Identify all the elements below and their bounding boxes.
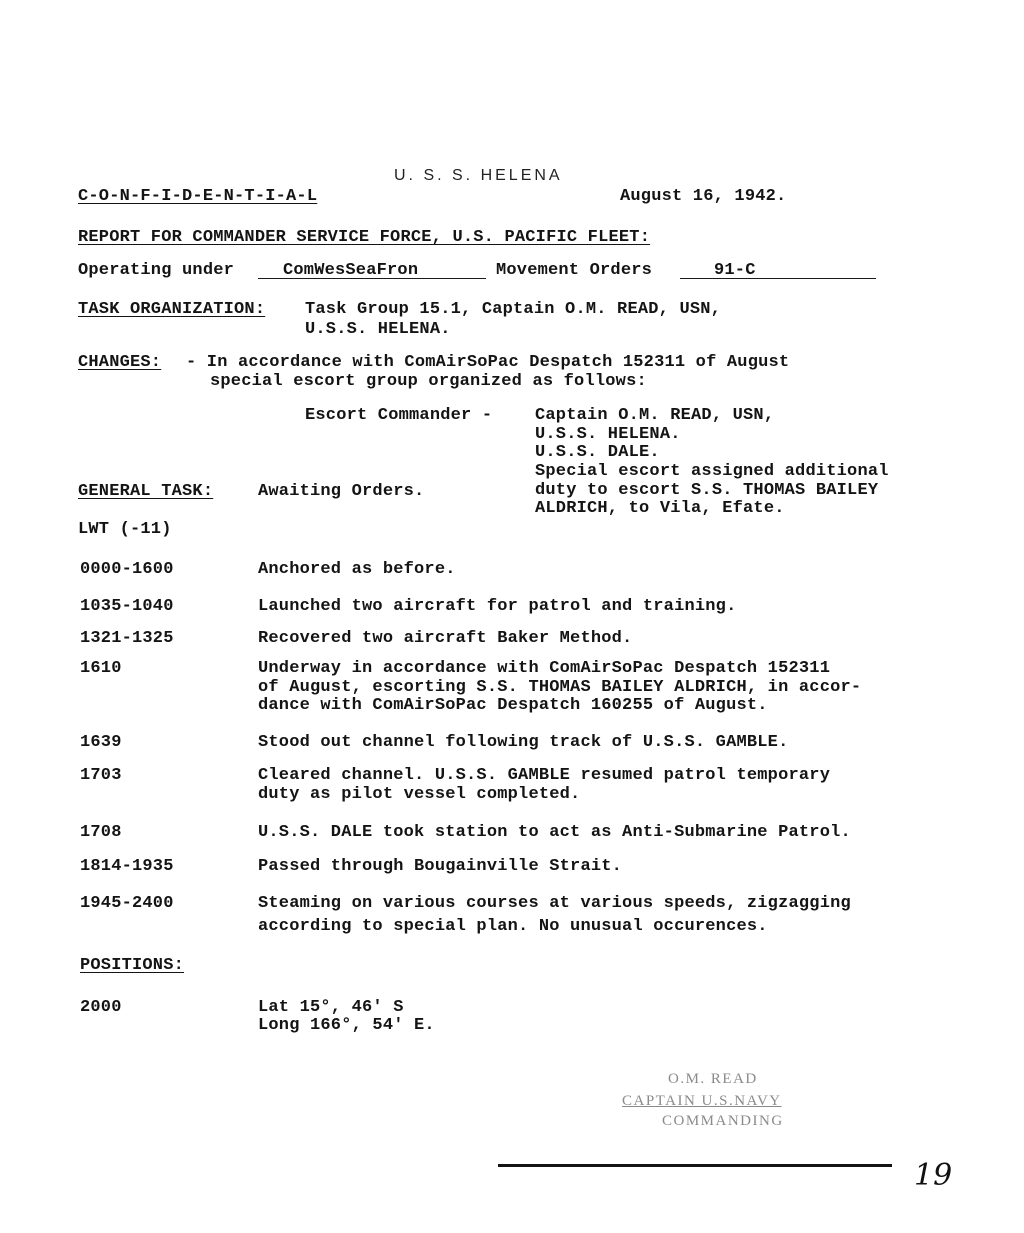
log-text: Stood out channel following track of U.S.S. GAMBLE. <box>258 733 789 752</box>
positions-time: 2000 <box>80 998 122 1017</box>
log-time: 1639 <box>80 733 122 752</box>
log-text: Anchored as before. <box>258 560 456 579</box>
log-time: 1035-1040 <box>80 597 174 616</box>
log-text: according to special plan. No unusual occurences. <box>258 917 768 936</box>
operating-authority: ComWesSeaFron <box>283 261 419 280</box>
log-text: Steaming on various courses at various speeds, zigzagging <box>258 894 851 913</box>
report-date: August 16, 1942. <box>620 187 787 206</box>
lwt-label: LWT (-11) <box>78 520 172 539</box>
task-organization-line1: Task Group 15.1, Captain O.M. READ, USN, <box>305 300 722 319</box>
operating-label: Operating under <box>78 261 235 280</box>
classification: C-O-N-F-I-D-E-N-T-I-A-L <box>78 187 318 206</box>
log-time: 1814-1935 <box>80 857 174 876</box>
ship-name: U. S. S. HELENA <box>394 167 563 184</box>
log-text: Launched two aircraft for patrol and training. <box>258 597 737 616</box>
escort-line: duty to escort S.S. THOMAS BAILEY <box>535 481 879 500</box>
general-task-label: GENERAL TASK: <box>78 482 214 501</box>
log-text: Recovered two aircraft Baker Method. <box>258 629 633 648</box>
signature-line <box>498 1164 892 1167</box>
positions-long: Long 166°, 54' E. <box>258 1016 435 1035</box>
escort-line: Special escort assigned additional <box>535 462 889 481</box>
log-text: dance with ComAirSoPac Despatch 160255 of August. <box>258 696 768 715</box>
log-time: 0000-1600 <box>80 560 174 579</box>
page-number: 19 <box>914 1158 953 1193</box>
task-organization-label: TASK ORGANIZATION: <box>78 300 266 319</box>
positions-label: POSITIONS: <box>80 956 185 975</box>
changes-line1: - In accordance with ComAirSoPac Despatch 152311 of August <box>186 353 790 372</box>
log-time: 1321-1325 <box>80 629 174 648</box>
escort-commander-label: Escort Commander - <box>305 406 493 425</box>
changes-line2: special escort group organized as follows: <box>210 372 647 391</box>
movement-orders-value: 91-C <box>714 261 756 280</box>
stamp-name: O.M. READ <box>668 1071 758 1087</box>
escort-line: ALDRICH, to Vila, Efate. <box>535 499 785 518</box>
log-time: 1945-2400 <box>80 894 174 913</box>
escort-line: U.S.S. DALE. <box>535 443 660 462</box>
log-time: 1703 <box>80 766 122 785</box>
log-text: Passed through Bougainville Strait. <box>258 857 623 876</box>
log-text: U.S.S. DALE took station to act as Anti-Submarine Patrol. <box>258 823 851 842</box>
movement-orders-blank <box>680 278 876 279</box>
changes-label: CHANGES: <box>78 353 162 372</box>
log-text: Underway in accordance with ComAirSoPac Despatch 152311 <box>258 659 831 678</box>
stamp-rank: CAPTAIN U.S.NAVY <box>622 1093 782 1109</box>
movement-orders-label: Movement Orders <box>496 261 653 280</box>
report-for: REPORT FOR COMMANDER SERVICE FORCE, U.S. PACIFIC FLEET: <box>78 228 651 247</box>
log-time: 1610 <box>80 659 122 678</box>
positions-lat: Lat 15°, 46' S <box>258 998 404 1017</box>
stamp-role: COMMANDING <box>662 1113 784 1129</box>
escort-line: U.S.S. HELENA. <box>535 425 681 444</box>
escort-line: Captain O.M. READ, USN, <box>535 406 775 425</box>
general-task-value: Awaiting Orders. <box>258 482 425 501</box>
task-organization-line2: U.S.S. HELENA. <box>305 320 451 339</box>
log-text: of August, escorting S.S. THOMAS BAILEY ALDRICH, in accor- <box>258 678 862 697</box>
log-time: 1708 <box>80 823 122 842</box>
log-text: Cleared channel. U.S.S. GAMBLE resumed patrol temporary <box>258 766 831 785</box>
log-text: duty as pilot vessel completed. <box>258 785 581 804</box>
